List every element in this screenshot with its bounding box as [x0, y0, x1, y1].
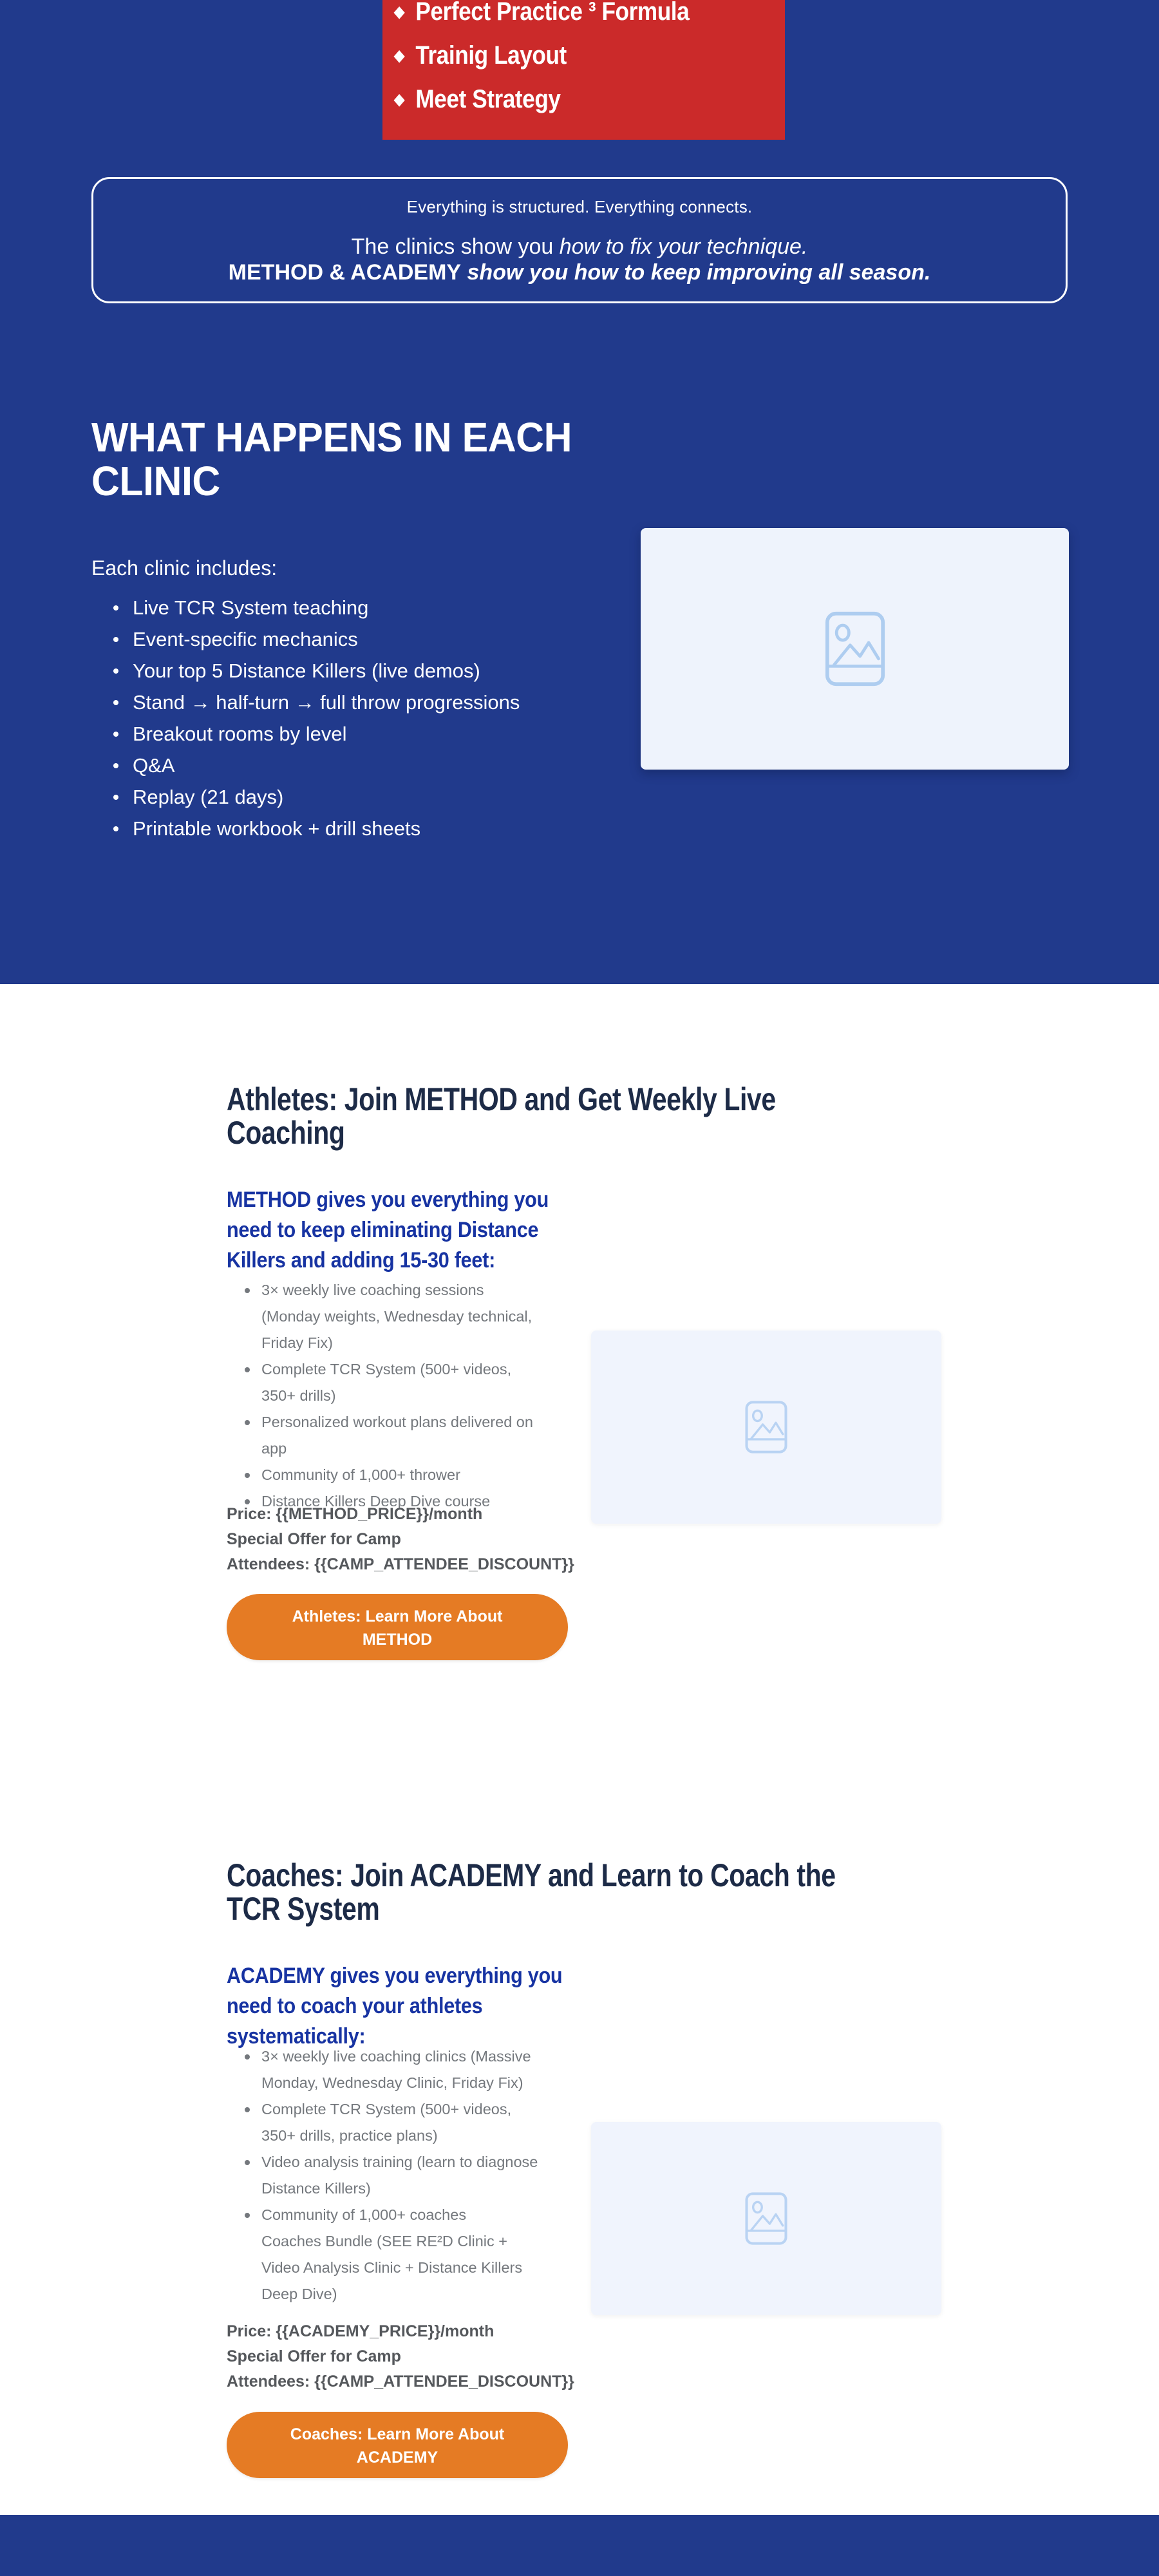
callout-text-italic: how to fix your technique.	[559, 234, 808, 259]
top-blue-section	[0, 0, 1159, 984]
subheading-line: need to keep eliminating Distance	[227, 1218, 539, 1242]
list-item: Distance Killers Deep Dive course	[243, 1488, 546, 1515]
list-item: Breakout rooms by level	[111, 718, 520, 750]
list-item: Stand → half-turn → full throw progressions	[111, 687, 520, 718]
list-item: Live TCR System teaching	[111, 592, 520, 623]
subheading-line: Killers and adding 15-30 feet:	[227, 1248, 496, 1273]
list-item: 3× weekly live coaching sessions (Monday weights, Wednesday technical, Friday Fix)	[243, 1277, 546, 1356]
callout-text: show you	[461, 260, 574, 285]
list-item: Personalized workout plans delivered on app	[243, 1409, 546, 1462]
academy-learn-more-button[interactable]	[227, 2412, 568, 2478]
heading-line: CLINIC	[91, 458, 220, 504]
list-item: Video analysis training (learn to diagnose Distance Killers)	[243, 2149, 546, 2202]
slide-bullet-label: Meet Strategy	[415, 84, 561, 113]
list-item-continuation: Coaches Bundle (SEE RE²D Clinic + Video Analysis Clinic + Distance Killers Deep Dive)	[261, 2233, 523, 2302]
method-price-block	[227, 1502, 574, 1577]
list-item: Replay (21 days)	[111, 781, 520, 813]
button-label-line: Athletes: Learn More About	[292, 1607, 503, 1625]
list-item: Q&A	[111, 750, 520, 781]
slide-bullet-item	[394, 0, 738, 33]
method-benefits-list	[243, 1277, 546, 1515]
method-subheading	[227, 1185, 549, 1276]
list-item: Community of 1,000+ thrower	[243, 1462, 546, 1488]
academy-section-heading	[227, 1859, 836, 1926]
heading-line: TCR System	[227, 1891, 380, 1927]
callout-text-italic: how to keep improving all season.	[574, 260, 931, 285]
image-placeholder-icon	[744, 2192, 788, 2246]
diamond-bullet-icon: ◆	[394, 90, 404, 108]
button-label-line: ACADEMY	[356, 2448, 438, 2467]
offer-line: Attendees: {{CAMP_ATTENDEE_DISCOUNT}}	[227, 2372, 574, 2391]
subheading-line: need to coach your athletes	[227, 1994, 483, 2018]
slide-bullet-item	[394, 77, 738, 121]
callout-subtitle: Everything is structured. Everything connects.	[406, 197, 753, 216]
heading-line: Athletes: Join METHOD and Get Weekly Live	[227, 1081, 776, 1117]
list-item	[243, 2202, 546, 2307]
offer-line: Attendees: {{CAMP_ATTENDEE_DISCOUNT}}	[227, 1555, 574, 1573]
hero-slide-image	[382, 0, 785, 140]
list-item: Printable workbook + drill sheets	[111, 813, 520, 844]
diamond-bullet-icon: ◆	[394, 46, 404, 64]
diamond-bullet-icon: ◆	[394, 3, 404, 21]
clinic-includes-list	[111, 592, 520, 844]
heading-line: Coaching	[227, 1115, 345, 1151]
slide-bullet-label: Trainig Layout	[415, 41, 567, 70]
clinic-image-placeholder	[641, 528, 1069, 770]
method-image-placeholder	[591, 1331, 941, 1524]
hero-slide-bullets	[394, 0, 738, 121]
slide-bullet-label: Perfect Practice ³ Formula	[415, 0, 690, 26]
method-learn-more-button[interactable]	[227, 1594, 568, 1660]
list-item: Your top 5 Distance Killers (live demos)	[111, 655, 520, 687]
callout-box	[91, 177, 1068, 303]
callout-line-method	[93, 260, 1066, 285]
callout-text-bold: METHOD & ACADEMY	[228, 260, 462, 285]
list-item: 3× weekly live coaching clinics (Massive Monday, Wednesday Clinic, Friday Fix)	[243, 2043, 546, 2096]
image-placeholder-icon	[824, 611, 886, 687]
subheading-line: systematically:	[227, 2024, 366, 2049]
academy-image-placeholder	[591, 2122, 941, 2315]
heading-line: Coaches: Join ACADEMY and Learn to Coach the	[227, 1857, 836, 1893]
method-section-heading	[227, 1083, 776, 1150]
button-label-line: METHOD	[362, 1631, 433, 1649]
list-item-text: Community of 1,000+ coaches	[261, 2206, 467, 2223]
price-line: Price: {{ACADEMY_PRICE}}/month	[227, 2322, 495, 2340]
academy-price-block	[227, 2319, 574, 2394]
price-line: Price: {{METHOD_PRICE}}/month	[227, 1505, 483, 1523]
callout-line-clinics	[93, 234, 1066, 260]
offer-line: Special Offer for Camp	[227, 2347, 401, 2365]
image-placeholder-icon	[744, 1400, 788, 1454]
academy-benefits-list	[243, 2043, 546, 2307]
list-item: Complete TCR System (500+ videos, 350+ drills)	[243, 1356, 546, 1409]
academy-subheading	[227, 1961, 562, 2052]
callout-text: The clinics show you	[351, 234, 560, 259]
slide-bullet-item	[394, 33, 738, 77]
offer-line: Special Offer for Camp	[227, 1530, 401, 1548]
list-item: Event-specific mechanics	[111, 623, 520, 655]
button-label-line: Coaches: Learn More About	[290, 2425, 505, 2443]
heading-line: WHAT HAPPENS IN EACH	[91, 414, 572, 460]
clinic-intro-text: Each clinic includes:	[91, 556, 278, 580]
subheading-line: ACADEMY gives you everything you	[227, 1964, 563, 1988]
list-item: Complete TCR System (500+ videos, 350+ drills, practice plans)	[243, 2096, 546, 2149]
subheading-line: METHOD gives you everything you	[227, 1188, 549, 1212]
clinic-section-heading	[91, 415, 572, 503]
next-section-strip	[0, 2515, 1159, 2576]
